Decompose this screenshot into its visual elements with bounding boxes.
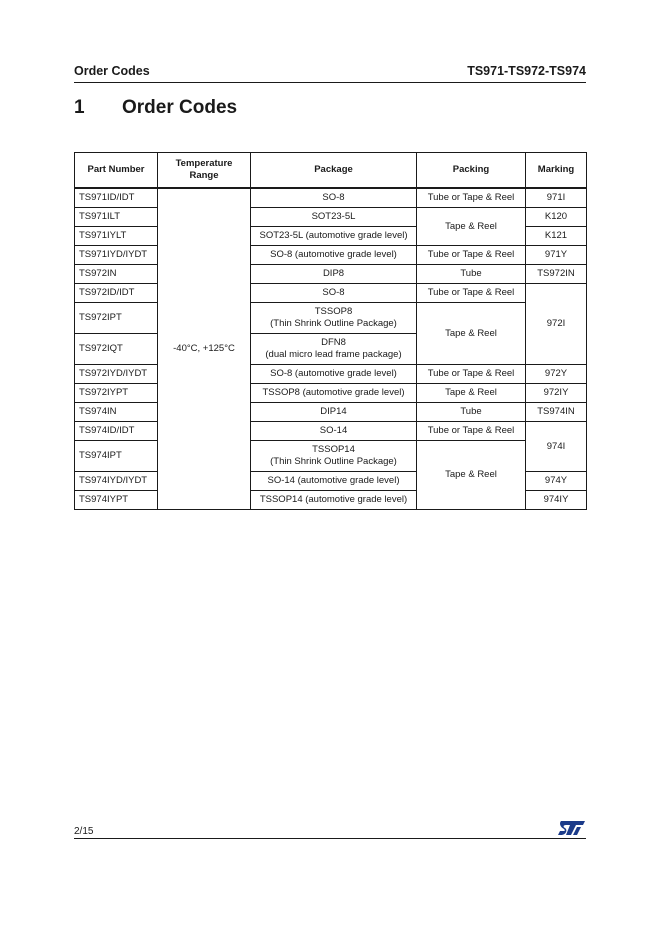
header-temperature-range <box>158 153 251 189</box>
part-number-cell: TS974ID/IDT <box>75 422 158 441</box>
part-number-cell: TS974IYD/IYDT <box>75 472 158 491</box>
table-row <box>75 303 587 334</box>
marking-cell: 972Y <box>526 365 587 384</box>
part-number-cell: TS972IYD/IYDT <box>75 365 158 384</box>
package-cell: DIP14 <box>251 403 417 422</box>
part-number-cell: TS972ID/IDT <box>75 284 158 303</box>
package-cell <box>251 441 417 472</box>
marking-cell: 972IY <box>526 384 587 403</box>
packing-cell: Tube or Tape & Reel <box>417 284 526 303</box>
section-number: 1 <box>74 97 85 118</box>
package-cell: TSSOP8 (automotive grade level) <box>251 384 417 403</box>
table-row <box>75 188 587 208</box>
package-cell: SO-8 <box>251 188 417 208</box>
package-name: TSSOP14 <box>312 444 355 455</box>
header-marking: Marking <box>526 153 587 189</box>
packing-cell: Tape & Reel <box>417 303 526 365</box>
header-packing: Packing <box>417 153 526 189</box>
part-number-cell: TS972IYPT <box>75 384 158 403</box>
table-row <box>75 441 587 472</box>
packing-cell: Tube or Tape & Reel <box>417 188 526 208</box>
package-description: (dual micro lead frame package) <box>265 349 402 360</box>
packing-cell: Tube <box>417 403 526 422</box>
table-row <box>75 384 587 403</box>
part-number-cell: TS972IQT <box>75 334 158 365</box>
package-description: (Thin Shrink Outline Package) <box>270 318 397 329</box>
table-row <box>75 422 587 441</box>
table-row <box>75 208 587 227</box>
marking-cell: K121 <box>526 227 587 246</box>
marking-cell: 974IY <box>526 491 587 510</box>
temperature-range-cell: -40°C, +125°C <box>158 188 251 510</box>
table-row <box>75 284 587 303</box>
page-footer <box>74 820 586 839</box>
header-section-title: Order Codes <box>74 64 150 78</box>
header-package: Package <box>251 153 417 189</box>
package-cell: SOT23-5L (automotive grade level) <box>251 227 417 246</box>
part-number-cell: TS971ID/IDT <box>75 188 158 208</box>
packing-cell: Tube or Tape & Reel <box>417 246 526 265</box>
package-cell: SOT23-5L <box>251 208 417 227</box>
header-temperature-line1: Temperature <box>175 158 233 169</box>
package-cell: DIP8 <box>251 265 417 284</box>
packing-cell: Tape & Reel <box>417 208 526 246</box>
package-description: (Thin Shrink Outline Package) <box>270 456 397 467</box>
marking-cell: 974Y <box>526 472 587 491</box>
package-cell: TSSOP14 (automotive grade level) <box>251 491 417 510</box>
table-row <box>75 403 587 422</box>
section-title-text: Order Codes <box>122 97 238 118</box>
part-number-cell: TS971IYLT <box>75 227 158 246</box>
packing-cell: Tube <box>417 265 526 284</box>
part-number-cell: TS971IYD/IYDT <box>75 246 158 265</box>
order-codes-table <box>74 152 587 510</box>
package-name: TSSOP8 <box>314 306 353 317</box>
package-name: DFN8 <box>321 337 346 348</box>
section-heading <box>74 97 237 119</box>
st-logo-icon <box>558 820 586 836</box>
header-product-name: TS971-TS972-TS974 <box>467 64 586 78</box>
marking-cell: 974I <box>526 422 587 472</box>
marking-cell: TS974IN <box>526 403 587 422</box>
package-cell: SO-8 (automotive grade level) <box>251 246 417 265</box>
package-cell: SO-14 <box>251 422 417 441</box>
package-cell: SO-14 (automotive grade level) <box>251 472 417 491</box>
part-number-cell: TS974IYPT <box>75 491 158 510</box>
package-cell <box>251 303 417 334</box>
marking-cell: 971Y <box>526 246 587 265</box>
part-number-cell: TS971ILT <box>75 208 158 227</box>
page-number: 2/15 <box>74 826 94 837</box>
marking-cell: TS972IN <box>526 265 587 284</box>
package-cell: SO-8 <box>251 284 417 303</box>
header-temperature-line2: Range <box>189 170 219 181</box>
marking-cell: 972I <box>526 284 587 365</box>
part-number-cell: TS972IN <box>75 265 158 284</box>
package-cell <box>251 334 417 365</box>
packing-cell: Tape & Reel <box>417 441 526 510</box>
table-row <box>75 365 587 384</box>
part-number-cell: TS974IN <box>75 403 158 422</box>
packing-cell: Tube or Tape & Reel <box>417 365 526 384</box>
marking-cell: 971I <box>526 188 587 208</box>
part-number-cell: TS974IPT <box>75 441 158 472</box>
table-header-row <box>75 153 587 189</box>
packing-cell: Tape & Reel <box>417 384 526 403</box>
page-header <box>74 64 586 83</box>
header-part-number: Part Number <box>75 153 158 189</box>
part-number-cell: TS972IPT <box>75 303 158 334</box>
table-row <box>75 265 587 284</box>
table-row <box>75 246 587 265</box>
package-cell: SO-8 (automotive grade level) <box>251 365 417 384</box>
packing-cell: Tube or Tape & Reel <box>417 422 526 441</box>
marking-cell: K120 <box>526 208 587 227</box>
